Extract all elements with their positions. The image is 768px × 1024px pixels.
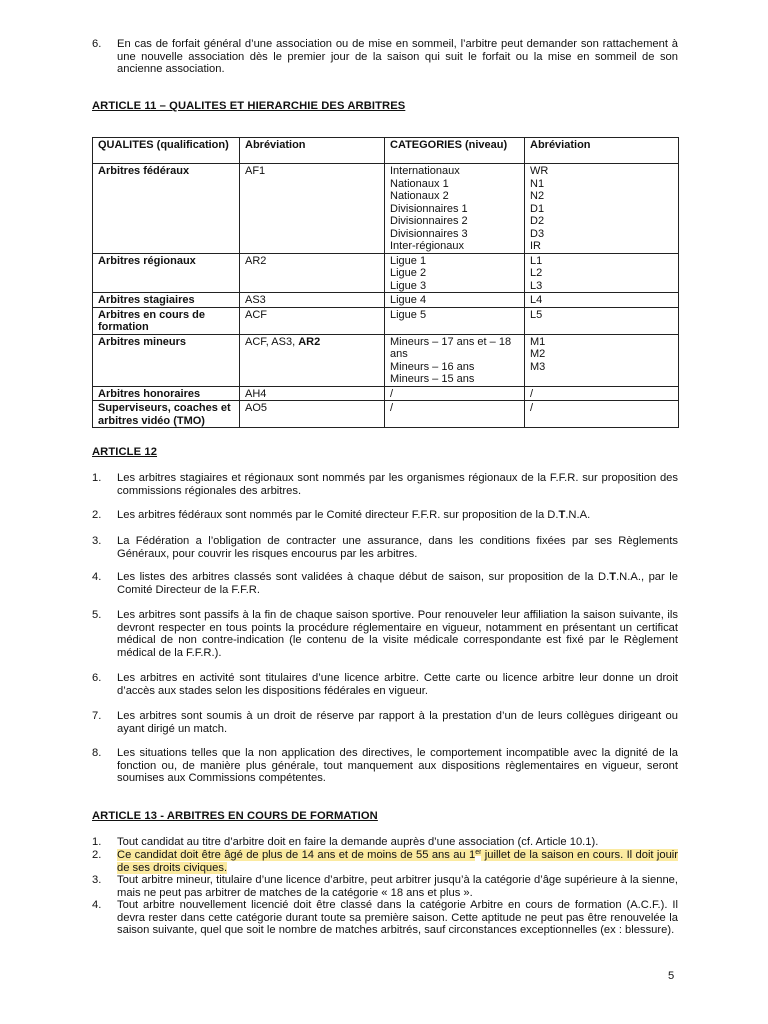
item-text: Tout arbitre nouvellement licencié doit être classé dans la catégorie Arbitre en cours de formation (A.C.F.). Il devra rester dans cette catégorie durant toute sa première saison. Cette aptitude ne peut pas être renouvelée la saison suivante, quel que soit le nombre de matches arbitrés, sauf circonstances exceptionnelles (ex : blessure). — [117, 899, 678, 937]
row-qualite: Arbitres stagiaires — [93, 293, 240, 308]
item-text-part: Les listes des arbitres classés sont validées à chaque début de saison, sur proposition de la D. — [117, 571, 610, 583]
table-header-row — [93, 138, 679, 164]
row-codes: L1 L2 L3 — [525, 253, 679, 293]
item-number: 8. — [92, 747, 102, 759]
item-number: 2. — [92, 509, 102, 521]
article-11-heading: ARTICLE 11 – QUALITES ET HIERARCHIE DES ARBITRES — [92, 100, 406, 112]
item-text: En cas de forfait général d’une association ou de mise en sommeil, l’arbitre peut demander son rattachement à une nouvelle association dès le premier jour de la saison qui suit le forfait ou la mise en sommeil de son ancienne association. — [117, 38, 678, 76]
row-codes: L5 — [525, 307, 679, 334]
row-qualite: Arbitres en cours de formation — [93, 307, 240, 334]
item-number: 1. — [92, 472, 102, 484]
item-text: Les arbitres sont soumis à un droit de réserve par rapport à la prestation d’un de leurs collègues dirigeant ou ayant dirigé un match. — [117, 710, 678, 735]
row-abrev: ACF — [240, 307, 385, 334]
row-qualite: Arbitres régionaux — [93, 253, 240, 293]
row-codes: / — [525, 386, 679, 401]
item-text: Tout candidat au titre d’arbitre doit en faire la demande auprès d’une association (cf. Article 10.1). — [117, 836, 599, 848]
row-categories: / — [385, 401, 525, 428]
item-number: 1. — [92, 836, 102, 848]
item-text: Les arbitres sont passifs à la fin de chaque saison sportive. Pour renouveler leur affiliation la saison suivante, ils devront respecter en tous points la procédure réglementaire en vigueur, notamment en présentant un certificat médical de non contre-indication (le contenu de la visite médicale correspondante est fixé par le Règlement médical de la F.F.R.). — [117, 609, 678, 659]
item-number: 6. — [92, 38, 102, 50]
item-number: 3. — [92, 535, 102, 547]
table-row — [93, 386, 679, 401]
header-abreviation-1: Abréviation — [240, 138, 385, 164]
item-number: 5. — [92, 609, 102, 621]
item-text — [117, 571, 678, 596]
page-number: 5 — [668, 970, 675, 982]
item-text: Tout arbitre mineur, titulaire d’une licence d’arbitre, peut arbitrer jusqu’à la catégorie d’âge supérieure à la sienne, mais ne peut pas arbitrer de matches de la catégorie « 18 ans et plus ». — [117, 874, 678, 899]
row-categories: Ligue 5 — [385, 307, 525, 334]
row-categories: Ligue 4 — [385, 293, 525, 308]
highlight-sup: er — [475, 849, 482, 856]
item-number: 7. — [92, 710, 102, 722]
highlight-part: Ce candidat doit être âgé de plus de 14 ans et de moins de 55 ans au 1 — [117, 849, 476, 861]
item-text-part: .N.A., par le Comité Directeur de la F.F.R. — [117, 571, 678, 596]
row-abrev-bold: AR2 — [298, 335, 321, 348]
item-text-part: Les arbitres fédéraux sont nommés par le Comité directeur F.F.R. sur proposition de la D. — [117, 509, 559, 521]
article-12-heading: ARTICLE 12 — [92, 446, 158, 458]
table-row — [93, 334, 679, 386]
row-categories: / — [385, 386, 525, 401]
header-abreviation-2: Abréviation — [525, 138, 679, 164]
row-codes: L4 — [525, 293, 679, 308]
row-abrev-cell — [240, 334, 385, 386]
row-abrev: AH4 — [240, 386, 385, 401]
item-number: 4. — [92, 899, 102, 911]
item-text: Les arbitres en activité sont titulaires d’une licence arbitre. Cette carte ou licence arbitre leur donne un droit d’accès aux stades selon les dispositions fédérales en vigueur. — [117, 672, 678, 697]
item-text: La Fédération a l’obligation de contracter une assurance, dans les conditions fixées par ses Règlements Généraux, pour couvrir les risques encourus par les arbitres. — [117, 535, 678, 560]
row-abrev: AF1 — [240, 164, 385, 254]
row-codes: WR N1 N2 D1 D2 D3 IR — [525, 164, 679, 254]
table-row — [93, 293, 679, 308]
row-abrev: AO5 — [240, 401, 385, 428]
item-number: 2. — [92, 849, 102, 861]
item-text-bold: T — [558, 509, 566, 521]
row-qualite: Arbitres fédéraux — [93, 164, 240, 254]
row-qualite: Arbitres honoraires — [93, 386, 240, 401]
row-qualite: Superviseurs, coaches et arbitres vidéo (TMO) — [93, 401, 240, 428]
item-text: Les situations telles que la non application des directives, le comportement incompatible avec la dignité de la fonction ou, de manière plus générale, tout manquement aux dispositions règlementaires en vigueur, seront soumises aux Commissions compétentes. — [117, 747, 678, 785]
item-text-part: .N.A. — [565, 509, 591, 521]
table-row — [93, 164, 679, 254]
item-number: 4. — [92, 571, 102, 583]
item-text-bold: T — [609, 571, 617, 583]
highlight-part: juillet de la saison en cours. Il doit jouir de ses droits civiques. — [117, 849, 678, 874]
row-codes: / — [525, 401, 679, 428]
item-number: 6. — [92, 672, 102, 684]
header-categories: CATEGORIES (niveau) — [385, 138, 525, 164]
item-text — [117, 509, 678, 522]
row-abrev: AS3 — [240, 293, 385, 308]
item-text-highlighted — [117, 849, 678, 874]
row-codes: M1 M2 M3 — [525, 334, 679, 386]
table-row — [93, 253, 679, 293]
item-text: Les arbitres stagiaires et régionaux sont nommés par les organismes régionaux de la F.F.R. sur proposition des commissions régionales des arbitres. — [117, 472, 678, 497]
row-abrev: ACF, AS3, — [245, 335, 299, 348]
table-row — [93, 307, 679, 334]
row-categories: Mineurs – 17 ans et – 18 ans Mineurs – 16 ans Mineurs – 15 ans — [385, 334, 525, 386]
row-abrev: AR2 — [240, 253, 385, 293]
item-number: 3. — [92, 874, 102, 886]
header-qualites: QUALITES (qualification) — [93, 138, 240, 164]
row-categories: Ligue 1 Ligue 2 Ligue 3 — [385, 253, 525, 293]
row-qualite: Arbitres mineurs — [93, 334, 240, 386]
article-13-heading: ARTICLE 13 - ARBITRES EN COURS DE FORMATION — [92, 810, 378, 822]
table-row — [93, 401, 679, 428]
row-categories: Internationaux Nationaux 1 Nationaux 2 Divisionnaires 1 Divisionnaires 2 Divisionnaires 3 Inter-régionaux — [385, 164, 525, 254]
qualites-table — [92, 137, 679, 428]
